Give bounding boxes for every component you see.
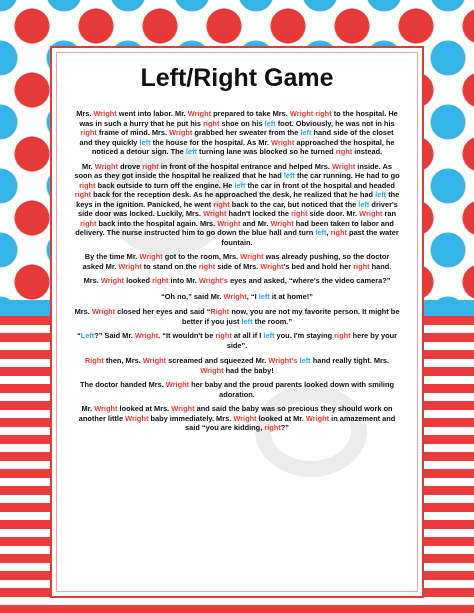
story-text-run: Mrs. [74, 307, 92, 316]
right-word: Wright [359, 209, 383, 218]
right-word: Wright [331, 161, 356, 171]
left-word: Left [80, 331, 95, 340]
story-text-run: had been taken to labor and delivery. The nurse instructed him to go down the blue hall and turn [75, 218, 394, 237]
story-text-run: at all if I [231, 331, 264, 340]
story-text-run: it at home!” [269, 291, 313, 301]
story-text-run: By the time Mr. [84, 252, 140, 261]
story-text-run: . “It wouldn't be [158, 331, 216, 340]
right-word: Wright [271, 137, 295, 147]
story-text-run: the car running. He had to go [294, 171, 400, 180]
left-word: left [264, 118, 276, 128]
story-text-run: then, Mrs. [103, 356, 143, 365]
right-word: right [198, 261, 216, 271]
story-text-run: Mr. [81, 404, 95, 413]
story-text-run: prepared to take Mrs. [211, 109, 290, 118]
story-text-run: the car in front of the hospital and headed [245, 180, 395, 190]
right-word: right [74, 190, 92, 199]
story-text-run: and said the baby was so precious they should work on another little [78, 404, 393, 423]
story-text-run: instead. [352, 147, 383, 156]
story-text-run: back to the car, but noticed that the [229, 199, 359, 209]
right-word: right [315, 109, 332, 118]
left-word: left [139, 137, 151, 147]
left-word: left [234, 180, 246, 190]
right-word: Wright [125, 413, 149, 423]
story-text-run: side of Mrs. [215, 261, 261, 271]
story-text-run: , “I [246, 291, 259, 301]
story-text-run: closed her eyes and said “ [115, 307, 211, 316]
story-text-run: Mrs. [83, 276, 101, 285]
right-word: right [202, 118, 220, 128]
right-word: right [330, 228, 347, 237]
right-word: Wright [305, 413, 330, 423]
story-text-run: back for the reception desk. As he approached the desk, he realized that he had [91, 190, 376, 199]
right-word: Right [210, 307, 230, 316]
story-text-run: “Oh no,” said Mr. [161, 291, 224, 301]
story-text-run: drove [118, 161, 143, 171]
story-text-run: inside. As soon as they got inside the hospital he realized that he had [74, 161, 392, 180]
story-text-run: screamed and squeezed Mr. [166, 356, 269, 365]
right-word: Wright [118, 261, 142, 271]
story-text-run: got to the room, Mrs. [162, 252, 241, 261]
story-text-run: past the water fountain. [221, 228, 399, 247]
story-text-run: hadn't locked the [226, 209, 291, 218]
right-word: right [334, 331, 351, 340]
right-word: Wright [165, 380, 190, 389]
left-word: left [375, 190, 387, 199]
story-text-run: back outside to turn off the engine. He [95, 180, 235, 190]
right-word: Wright [260, 261, 284, 271]
right-word: right [80, 128, 97, 137]
right-word: Wright [100, 276, 125, 285]
story-text-run: the house for the hospital. As Mr. [150, 137, 272, 147]
right-word: Wright [134, 331, 159, 340]
story-text-run: frame of mind. Mrs. [96, 128, 170, 137]
story-text-run: looked at Mrs. [117, 404, 172, 413]
story-text-run: side door. Mr. [307, 209, 360, 218]
right-word: right [215, 331, 232, 340]
left-word: left [283, 171, 295, 180]
story-text-run: the keys in the ignition. Panicked, he went [76, 190, 400, 209]
story-text-run: shoe on his [219, 118, 265, 128]
story-text-run: Mr. [82, 161, 95, 171]
right-word: right [152, 276, 169, 285]
story-text-run: was already pushing, so the doctor asked Mr. [82, 252, 390, 271]
story-text-run: you. I'm staying [274, 331, 335, 340]
left-word: left [315, 228, 327, 237]
story-text-run: grabbed her sweater from the [192, 128, 301, 137]
story-text-run: eyes and asked, “where's the video camera?” [228, 276, 391, 285]
story-text-run: foot. Obviously, he was not in his [275, 118, 395, 128]
story-text-run: Mrs. [76, 109, 94, 118]
story-text-run: to stand on the [141, 261, 199, 271]
left-word: left [185, 147, 197, 156]
left-word: left [258, 291, 270, 301]
right-word: Wright [203, 209, 227, 218]
story-paragraph [74, 404, 400, 433]
right-word: Wright [240, 252, 264, 261]
right-word: right [353, 261, 370, 271]
story-text-run: in amazement and said “you are kidding, [185, 413, 396, 432]
page-title: Left/Right Game [140, 64, 334, 92]
story-text-run: had the baby! [223, 365, 274, 375]
story-text-run: here by your side”. [226, 331, 398, 350]
story-text-run: the room.” [252, 316, 293, 326]
right-word: right [213, 199, 230, 209]
story-paragraph [74, 307, 400, 326]
right-word: right [335, 147, 353, 156]
left-word: left [299, 356, 311, 365]
story-text-run: her baby and the proud parents looked down with smiling adoration. [189, 380, 394, 399]
right-word: Wright [139, 252, 163, 261]
story-text-run: looked at Mr. [256, 413, 306, 423]
story-text-run: The doctor handed Mrs. [80, 380, 166, 389]
right-word: right [291, 209, 308, 218]
story-text-run: hand. [369, 261, 392, 271]
story-text-run: “ [76, 331, 81, 340]
right-word: Wright [270, 218, 294, 228]
story-paragraph [74, 331, 400, 350]
story-text-run: approached the hospital, he noticed a detour sign. The [91, 137, 395, 156]
right-word: Wright [94, 404, 118, 413]
story-text-run: 's bed and hold her [283, 261, 354, 271]
left-word: left [241, 316, 253, 326]
right-word: Wright [169, 128, 193, 137]
story-paragraph [74, 356, 400, 375]
right-word: Wright [233, 413, 257, 423]
story-paragraph [74, 380, 400, 399]
story-text-run: looked [124, 276, 153, 285]
story-text-run: went into labor. Mr. [116, 109, 188, 118]
story-text-run: baby immediately. Mrs. [148, 413, 234, 423]
story-paragraph [74, 109, 400, 157]
story-text-run: back into the hospital again. Mrs. [96, 218, 218, 228]
story-text-run: ?” Said Mr. [94, 331, 135, 340]
right-word: Wright [200, 365, 224, 375]
story-text-run: and Mr. [240, 218, 271, 228]
right-word: Wright [94, 161, 119, 171]
right-word: Wright [187, 109, 212, 118]
right-word: right [80, 218, 97, 228]
right-word: right [264, 423, 281, 432]
story-text-run: driver's side door was locked. Luckily, Mrs. [78, 199, 398, 218]
story-paragraph [74, 162, 400, 248]
story-paragraph [74, 276, 400, 286]
left-word: left [358, 199, 370, 209]
story-paragraph [74, 252, 400, 271]
right-word: Right [84, 356, 104, 365]
story-text-run: ran [382, 209, 396, 218]
story-text-run: ?” [280, 423, 289, 432]
story-text-run: hand side of the closet and they quickly [79, 128, 394, 147]
left-word: left [300, 128, 312, 137]
right-word: Wright [289, 109, 314, 118]
story-text-run: now, you are not my favorite person. It might be better if you just [181, 307, 400, 326]
right-word: Wright [171, 404, 195, 413]
story-paragraph [74, 292, 400, 302]
story-text-run: into Mr. [168, 276, 199, 285]
left-word: left [263, 331, 275, 340]
story-text-run: to the hospital. He was in such a hurry that he put his [79, 109, 398, 128]
right-word: Wright [142, 356, 167, 365]
story-text-run: , [326, 228, 331, 237]
right-word: Wright [91, 307, 116, 316]
story-text-run: hand really tight. Mrs. [310, 356, 390, 365]
right-word: right [79, 180, 96, 190]
right-word: right [142, 161, 159, 171]
right-word: Wright [223, 291, 247, 301]
story-text [74, 109, 400, 438]
right-word: Wright's [268, 356, 298, 365]
story-text-run: turning lane was blocked so he turned [196, 147, 336, 156]
right-word: Wright [93, 109, 117, 118]
right-word: Wright's [198, 276, 229, 285]
story-text-run: in front of the hospital entrance and helped Mrs. [158, 161, 332, 171]
right-word: Wright [217, 218, 241, 228]
